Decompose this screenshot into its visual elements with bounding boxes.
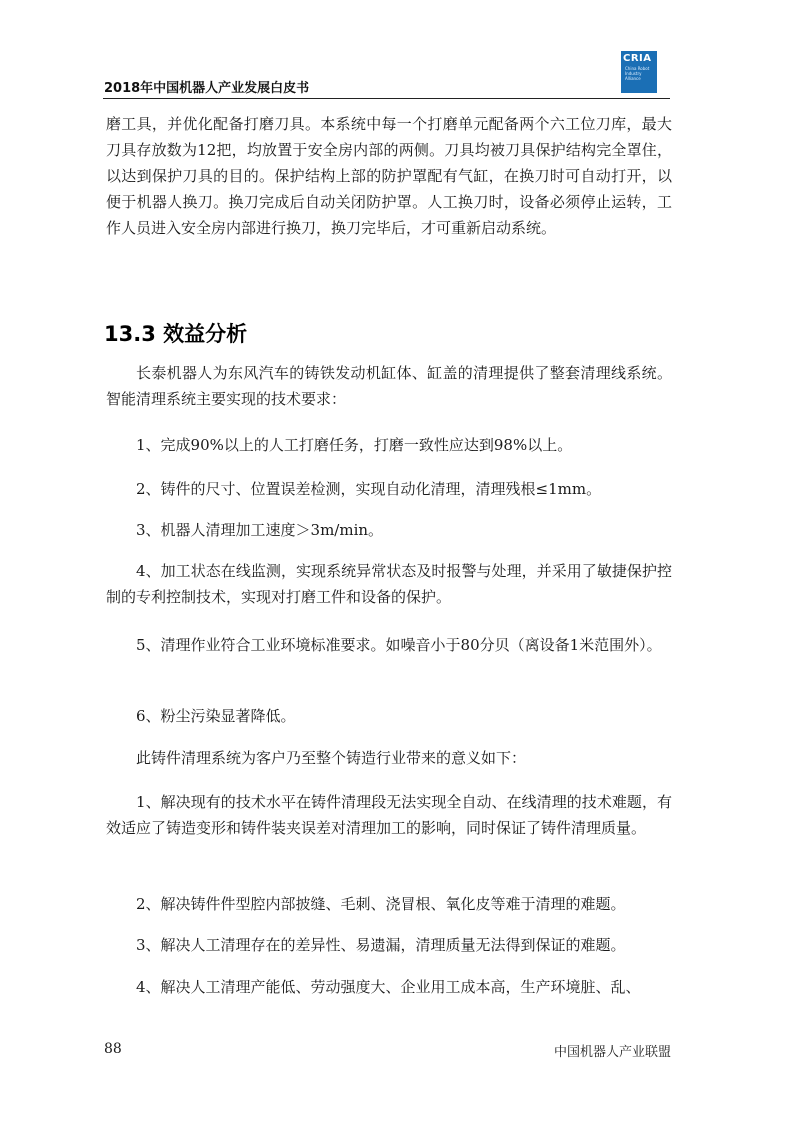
logo-text: CRIA bbox=[623, 53, 652, 64]
paragraph-intro-requirements: 长泰机器人为东风汽车的铸铁发动机缸体、缸盖的清理提供了整套清理线系统。智能清理系统主要实现的技术要求： bbox=[106, 364, 672, 408]
requirement-item-3: 3、机器人清理加工速度＞3m/min。 bbox=[136, 521, 384, 539]
requirement-item-1: 1、完成90%以上的人工打磨任务，打磨一致性应达到98%以上。 bbox=[136, 436, 573, 454]
requirement-item-6: 6、粉尘污染显著降低。 bbox=[136, 707, 296, 725]
significance-intro: 此铸件清理系统为客户乃至整个铸造行业带来的意义如下： bbox=[136, 749, 527, 767]
significance-item-4: 4、解决人工清理产能低、劳动强度大、企业用工成本高，生产环境脏、乱、 bbox=[136, 978, 641, 996]
requirement-item-2: 2、铸件的尺寸、位置误差检测，实现自动化清理，清理残根≤1mm。 bbox=[136, 480, 602, 498]
cria-logo bbox=[621, 51, 657, 93]
footer-organization: 中国机器人产业联盟 bbox=[553, 1045, 671, 1060]
page-header-title: 2018年中国机器人产业发展白皮书 bbox=[104, 81, 310, 96]
significance-item-1: 1、解决现有的技术水平在铸件清理段无法实现全自动、在线清理的技术难题，有效适应了铸造变形和铸件装夹误差对清理加工的影响，同时保证了铸件清理质量。 bbox=[106, 793, 672, 837]
significance-item-2: 2、解决铸件件型腔内部披缝、毛刺、浇冒根、氧化皮等难于清理的难题。 bbox=[136, 895, 626, 913]
significance-item-3: 3、解决人工清理存在的差异性、易遗漏，清理质量无法得到保证的难题。 bbox=[136, 936, 626, 954]
page-number: 88 bbox=[104, 1041, 122, 1057]
requirement-item-5: 5、清理作业符合工业环境标准要求。如噪音小于80分贝（离设备1米范围外）。 bbox=[136, 636, 662, 654]
requirement-item-4: 4、加工状态在线监测，实现系统异常状态及时报警与处理，并采用了敏捷保护控制的专利控制技术，实现对打磨工件和设备的保护。 bbox=[106, 562, 672, 606]
section-title: 13.3 效益分析 bbox=[104, 322, 248, 346]
intro-paragraph: 磨工具，并优化配备打磨刀具。本系统中每一个打磨单元配备两个六工位刀库，最大刀具存放数为12把，均放置于安全房内部的两侧。刀具均被刀具保护结构完全罩住，以达到保护刀具的目的。保护结构上部的防护罩配有气缸，在换刀时可自动打开，以便于机器人换刀。换刀完成后自动关闭防护罩。人工换刀时，设备必须停止运转，工作人员进入安全房内部进行换刀，换刀完毕后，才可重新启动系统。 bbox=[106, 115, 672, 237]
header-divider bbox=[103, 98, 670, 99]
logo-subtitle: China Robot Industry Alliance bbox=[625, 66, 650, 81]
